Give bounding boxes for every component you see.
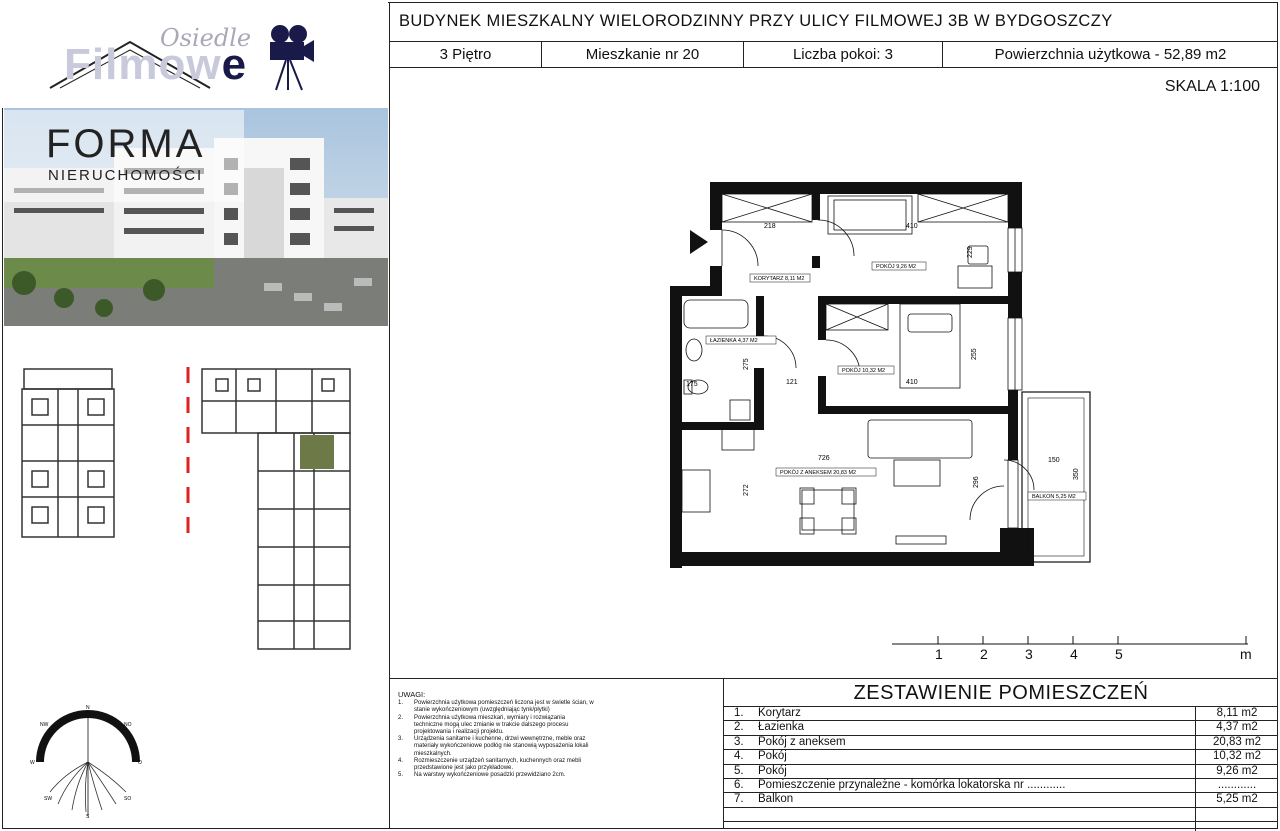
note-item: 1. Powierzchnia użytkowa pomieszczeń liczona jest w świetle ścian, w stanie wykończeniowym (uwzględniając tynk/płytki) — [398, 700, 594, 714]
apartment-info-row — [390, 42, 1278, 68]
compass-s-label: S — [86, 814, 90, 820]
svg-text:296: 296 — [973, 476, 980, 488]
compass-rose-icon — [28, 700, 148, 820]
compass-n-label: N — [86, 705, 90, 711]
scale-bar — [890, 632, 1250, 662]
table-row: 5. Pokój 9,26 m2 — [724, 765, 1278, 779]
note-item: 5. Na warstwy wykończeniowe posadzki przewidziano 2cm. — [398, 772, 566, 779]
scale-tick-3: 3 — [1025, 646, 1033, 662]
entrance-arrow-icon — [690, 230, 708, 254]
svg-text:229: 229 — [967, 246, 974, 258]
table-row — [724, 822, 1278, 831]
table-row: 1. Korytarz 8,11 m2 — [724, 707, 1278, 721]
usable-area-cell: Powierzchnia użytkowa - 52,89 m2 — [994, 46, 1227, 63]
compass-e-label: O — [138, 760, 142, 766]
scale-label: SKALA 1:100 — [1164, 78, 1260, 95]
svg-text:410: 410 — [906, 379, 918, 386]
scale-tick-5: 5 — [1115, 646, 1123, 662]
table-row — [724, 808, 1278, 822]
rooms-summary-table — [724, 678, 1278, 829]
rooms-count-cell: Liczba pokoi: 3 — [744, 42, 943, 67]
table-row: 6. Pomieszczenie przynależne - komórka lokatorska nr ............ ............ — [724, 779, 1278, 793]
table-row: 4. Pokój 10,32 m2 — [724, 750, 1278, 764]
table-row: 2. Łazienka 4,37 m2 — [724, 721, 1278, 735]
compass-sw-label: SW — [44, 796, 53, 802]
svg-text:275: 275 — [743, 358, 750, 370]
svg-text:150: 150 — [1048, 457, 1060, 464]
logo-filmowe-text: Filmowe — [64, 40, 248, 89]
compass-ne-label: NO — [124, 722, 132, 728]
document-title: BUDYNEK MIESZKALNY WIELORODZINNY PRZY ULICY FILMOWEJ 3B W BYDGOSZCZY — [390, 2, 1278, 42]
note-item: 4. Rozmieszczenie urządzeń sanitarnych, kuchennych oraz mebli przedstawione jest jako przykładowe. — [398, 757, 582, 772]
svg-text:175: 175 — [686, 381, 698, 388]
building-b-outline — [18, 365, 118, 545]
scale-tick-2: 2 — [980, 646, 988, 662]
notes-heading: UWAGI: — [398, 690, 426, 699]
rooms-table-title: ZESTAWIENIE POMIESZCZEŃ — [724, 679, 1278, 707]
room-label-pokoj-1: POKÓJ 9,26 M2 — [876, 264, 917, 270]
compass-se-label: SO — [124, 796, 132, 802]
svg-text:410: 410 — [906, 223, 918, 230]
osiedle-filmowe-logo — [2, 2, 388, 108]
apartment-number-cell: Mieszkanie nr 20 — [542, 42, 744, 67]
building-a-outline — [196, 365, 356, 655]
film-camera-icon — [260, 22, 330, 92]
room-label-balkon: BALKON 5,25 M2 — [1032, 494, 1076, 500]
scale-unit: m — [1240, 646, 1252, 662]
room-label-korytarz: KORYTARZ 8,11 M2 — [754, 276, 805, 282]
svg-text:255: 255 — [971, 348, 978, 360]
compass-w-label: W — [30, 760, 35, 766]
svg-text:272: 272 — [743, 484, 750, 496]
svg-text:350: 350 — [1073, 468, 1080, 480]
highlighted-apartment-marker — [300, 435, 334, 469]
room-label-pokoj-z-aneksem: POKÓJ Z ANEKSEM 20,83 M2 — [780, 470, 857, 476]
forma-subtitle: NIERUCHOMOŚCI — [48, 167, 204, 184]
logo-osiedle-text: Osiedle — [160, 24, 252, 52]
scale-bar-line — [890, 632, 1250, 646]
svg-text:218: 218 — [764, 223, 776, 230]
scale-tick-4: 4 — [1070, 646, 1078, 662]
room-label-pokoj-2: POKÓJ 10,32 M2 — [842, 368, 886, 374]
scale-tick-1: 1 — [935, 646, 943, 662]
entry-wall — [710, 182, 722, 230]
notes-section — [390, 678, 724, 829]
apartment-floor-plan — [668, 180, 1094, 570]
forma-logo-text: FORMA — [46, 122, 206, 166]
svg-text:726: 726 — [818, 455, 830, 462]
table-row: 7. Balkon 5,25 m2 — [724, 793, 1278, 807]
note-item: 2. Powierzchnia użytkowa mieszkań, wymiary i rozwiązania techniczne mogą ulec zmianie w trakcie dalszego procesu projektowania i realizacji projektu. — [398, 714, 569, 736]
compass-nw-label: NW — [40, 722, 49, 728]
note-item: 3. Urządzenia sanitarne i kuchenne, drzwi wewnętrzne, meble oraz materiały wykończeniowe podłóg nie stanowią wyposażenia lokali mieszkalnych. — [398, 736, 589, 757]
floor-cell: 3 Piętro — [390, 42, 542, 67]
room-label-lazienka: ŁAZIENKA 4,37 M2 — [710, 338, 758, 344]
svg-text:121: 121 — [786, 379, 798, 386]
table-row: 3. Pokój z aneksem 20,83 m2 — [724, 736, 1278, 750]
